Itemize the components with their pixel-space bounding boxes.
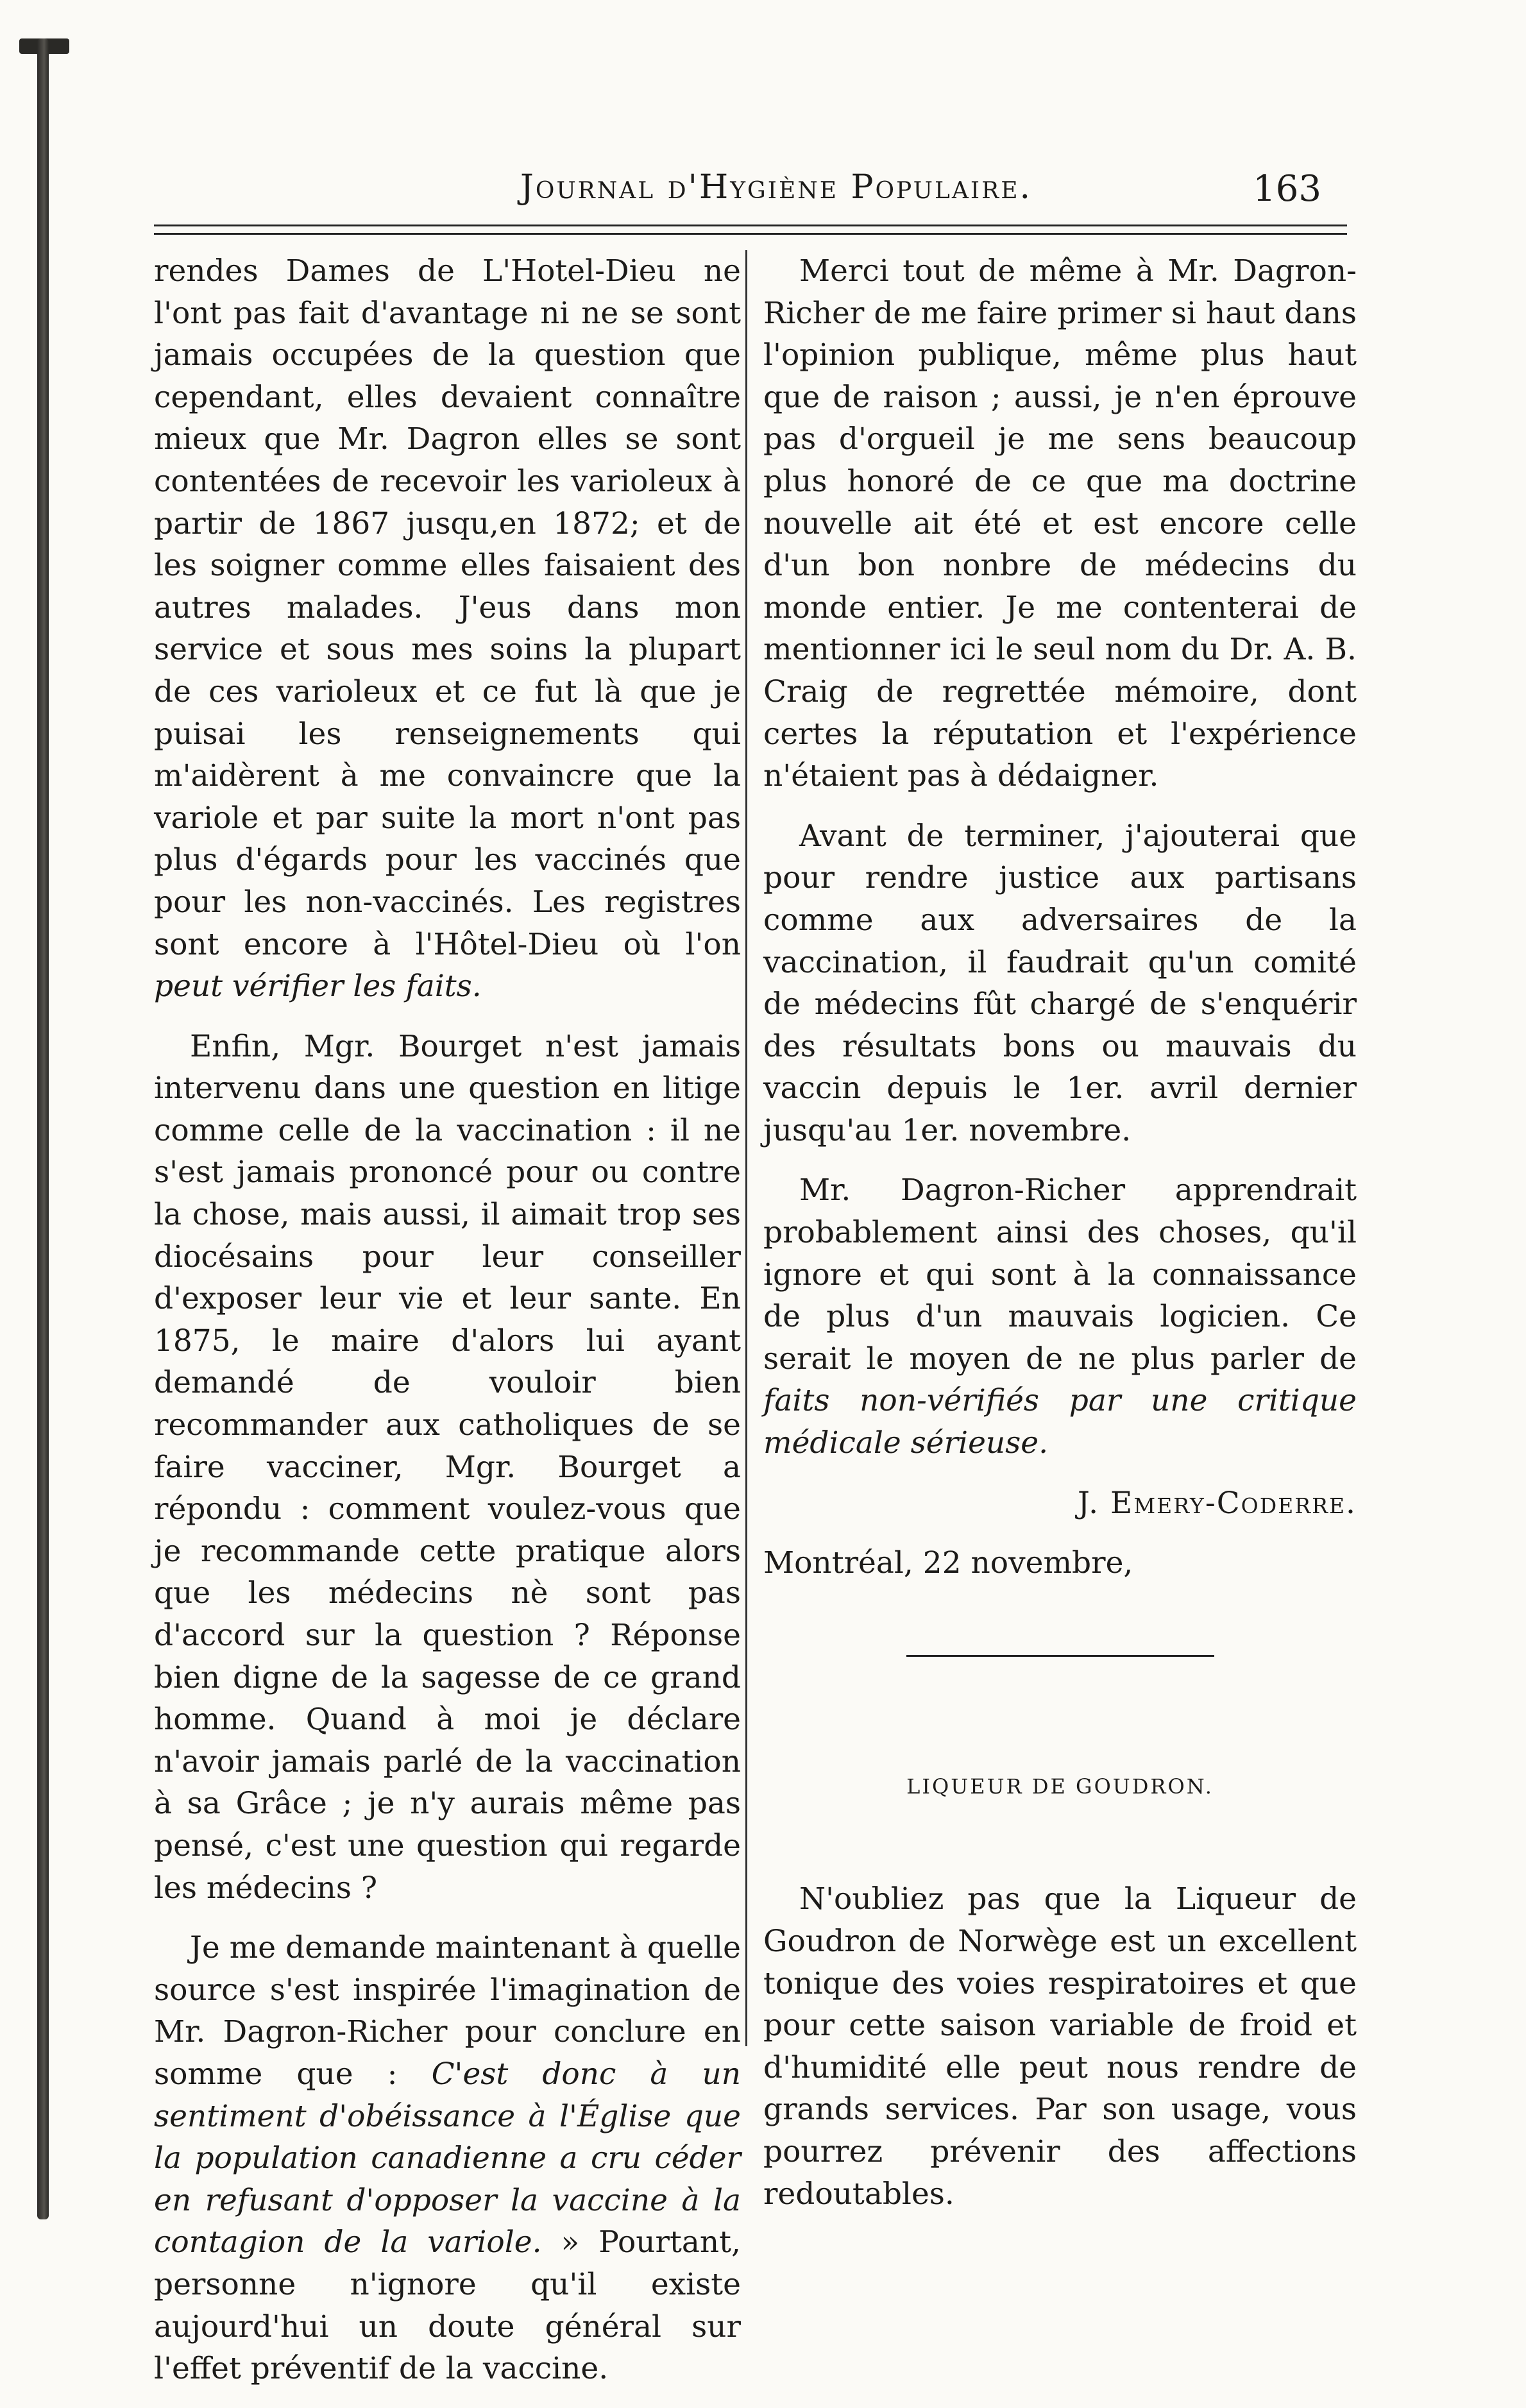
italic-text: faits non-vérifiés par une critique médicale sérieuse. — [763, 1383, 1357, 1461]
paragraph: Merci tout de même à Mr. Dagron-Richer de me faire primer si haut dans l'opinion publique, même plus haut que de raison ; aussi, je n'en éprouve pas d'orgueil je me sens beaucoup plus honoré de ce que ma doctrine nouvelle ait été et est encore celle d'un bon nonbre de médecins du monde entier. Je me contenterai de mentionner ici le seul nom du Dr. A. B. Craig de regrettée mémoire, dont certes la réputation et l'expérience n'étaient pas à dédaigner. — [763, 253, 1357, 794]
section-heading: LIQUEUR DE GOUDRON. — [906, 1774, 1214, 1799]
header-double-rule — [154, 225, 1347, 235]
running-header — [148, 168, 1347, 213]
paragraph: Enfin, Mgr. Bourget n'est jamais intervenu dans une question en litige comme celle de la vaccination : il ne s'est jamais prononcé pour ou contre la chose, mais aussi, il aimait trop ses diocésains pour leur conseiller d'exposer leur vie et leur sante. En 1875, le maire d'alors lui ayant demandé de vouloir bien recommander aux catholiques de se faire vacciner, Mgr. Bourget a répondu : comment voulez-vous que je recommande cette pratique alors que les médecins nè sont pas d'accord sur la question ? Réponse bien digne de la sagesse de ce grand homme. Quand à moi je déclare n'avoir jamais parlé de la vaccination à sa Grâce ; je n'y aurais même pas pensé, c'est une question qui regarde les médecins ? — [154, 1028, 741, 1906]
left-column — [154, 250, 741, 2408]
dateline: Montréal, 22 novembre, — [763, 1545, 1133, 1581]
paragraph: Avant de terminer, j'ajouterai que pour rendre justice aux partisans comme aux adversaires de la vaccination, il faudrait qu'un comité de médecins fût chargé de s'enquérir des résultats bons ou mauvais du vaccin depuis le 1er. avril dernier jusqu'au 1er. novembre. — [763, 818, 1357, 1148]
paragraph: N'oubliez pas que la Liqueur de Goudron de Norwège est un excellent tonique des voies respiratoires et que pour cette saison variable de froid et d'humidité elle peut nous rendre de grands services. Par son usage, vous pourrez prévenir des affections redoutables. — [763, 1881, 1357, 2212]
journal-title: Journal d'Hygiène Populaire. — [520, 168, 1033, 207]
binding-edge — [37, 38, 49, 2219]
italic-quote: C'est donc à un sentiment d'obéissance à l'Église que la population canadienne a cru céder en refusant d'opposer la vaccine à la contagion de la variole. — [154, 2056, 741, 2260]
paragraph: rendes Dames de L'Hotel-Dieu ne l'ont pas fait d'avantage ni ne se sont jamais occupées de la question que cependant, elles devaient connaître mieux que Mr. Dagron elles se sont contentées de recevoir les varioleux à partir de 1867 jusqu,en 1872; et de les soigner comme elles faisaient des autres malades. J'eus dans mon service et sous mes soins la plupart de ces varioleux et ce fut là que je puisai les renseignements qui m'aidèrent à me convaincre que la variole et par suite la mort n'ont pas plus d'égards pour les vaccinés que pour les non-vaccinés. Les registres sont encore à l'Hôtel-Dieu où l'on peut vérifier les faits. — [154, 253, 741, 1005]
italic-text: peut vérifier les faits. — [154, 969, 482, 1005]
paragraph: Mr. Dagron-Richer apprendrait probablement ainsi des choses, qu'il ignore et qui sont à la connaissance de plus d'un mauvais logicien. Ce serait le moyen de ne plus parler de faits non-vérifiés par une critique médicale sérieuse. — [763, 1173, 1357, 1461]
page-number: 163 — [1253, 168, 1321, 210]
column-divider — [745, 250, 747, 2046]
right-column — [763, 250, 1357, 2233]
author-signature: J. Emery-Coderre. — [1077, 1485, 1357, 1521]
section-separator — [906, 1655, 1214, 1657]
paragraph: Je me demande maintenant à quelle source s'est inspirée l'imagination de Mr. Dagron-Richer pour conclure en somme que : C'est donc à un sentiment d'obéissance à l'Église que la population canadienne a cru céder en refusant d'opposer la vaccine à la contagion de la variole. » Pourtant, personne n'ignore qu'il existe aujourd'hui un doute général sur l'effet préventif de la vaccine. — [154, 1930, 741, 2387]
